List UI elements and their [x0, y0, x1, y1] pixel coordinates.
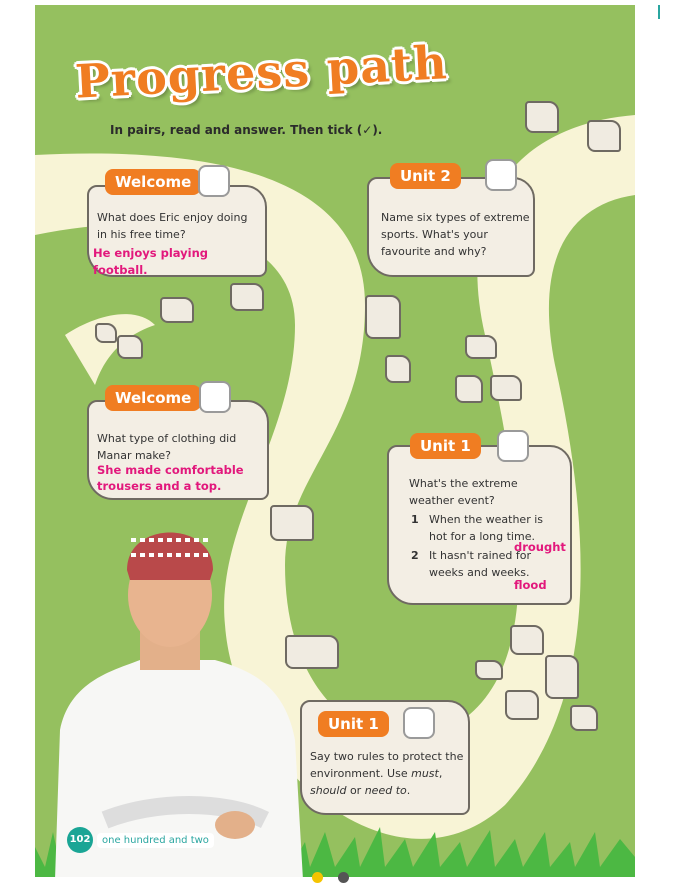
card-tag: Welcome: [105, 385, 201, 411]
pager-dot-active[interactable]: [312, 872, 323, 883]
question-text: What type of clothing did Manar make?: [97, 432, 237, 462]
question-card-unit2: [367, 177, 535, 277]
stone: [455, 375, 483, 403]
item-number: 1: [411, 513, 419, 526]
answer-text: flood: [514, 578, 547, 592]
question-text: Name six types of extreme sports. What's your favourite and why?: [381, 211, 530, 258]
answer-text: He enjoys playing football.: [93, 246, 209, 277]
text: should: [310, 784, 347, 797]
stone: [570, 705, 598, 731]
card-tag: Unit 1: [410, 433, 481, 459]
question-text: [310, 748, 465, 799]
stone: [230, 283, 264, 311]
page-number-footer: [67, 827, 214, 853]
question-card-unit1-weather: [387, 445, 572, 605]
card-tag: Welcome: [105, 169, 201, 195]
page-title: Progress path: [73, 35, 449, 109]
stone: [95, 323, 117, 343]
card-tag: Unit 1: [318, 711, 389, 737]
text: ,: [438, 767, 443, 780]
stone: [525, 101, 559, 133]
stone: [465, 335, 497, 359]
stone: [475, 660, 503, 680]
text: .: [406, 784, 411, 797]
stone: [505, 690, 539, 720]
item-text: When the weather is hot for a long time.: [429, 513, 543, 543]
stone: [117, 335, 143, 359]
tick-box[interactable]: [198, 165, 230, 197]
page-number-words: one hundred and two: [97, 833, 214, 848]
question-text: What does Eric enjoy doing in his free time?: [97, 211, 248, 241]
boy-photo: [45, 500, 305, 877]
item-number: 2: [411, 549, 419, 562]
pager-dot[interactable]: [338, 872, 349, 883]
answer-text: She made comfortable trousers and a top.: [97, 463, 244, 493]
stone: [545, 655, 579, 699]
instruction: In pairs, read and answer. Then tick (✓).: [110, 123, 383, 137]
question-card-welcome-1: [87, 185, 267, 277]
card-tag: Unit 2: [390, 163, 461, 189]
tick-box[interactable]: [485, 159, 517, 191]
tick-box[interactable]: [199, 381, 231, 413]
item-text: It hasn't rained for weeks and weeks.: [429, 549, 531, 579]
page-number: 102: [67, 827, 93, 853]
stone: [510, 625, 544, 655]
answer-text: drought: [514, 540, 566, 554]
tick-box[interactable]: [403, 707, 435, 739]
text: Say two rules to protect the environment. Use: [310, 750, 464, 780]
scroll-edge-marker: [658, 5, 660, 19]
text: must: [411, 767, 439, 780]
stone: [385, 355, 411, 383]
textbook-page: [35, 5, 635, 877]
stone: [587, 120, 621, 152]
stone: [490, 375, 522, 401]
text: need to: [364, 784, 407, 797]
question-text: What's the extreme weather event?: [409, 477, 518, 507]
tick-box[interactable]: [497, 430, 529, 462]
question-card-welcome-2: [87, 400, 269, 500]
text: or: [346, 784, 365, 797]
stone: [160, 297, 194, 323]
stone: [365, 295, 401, 339]
